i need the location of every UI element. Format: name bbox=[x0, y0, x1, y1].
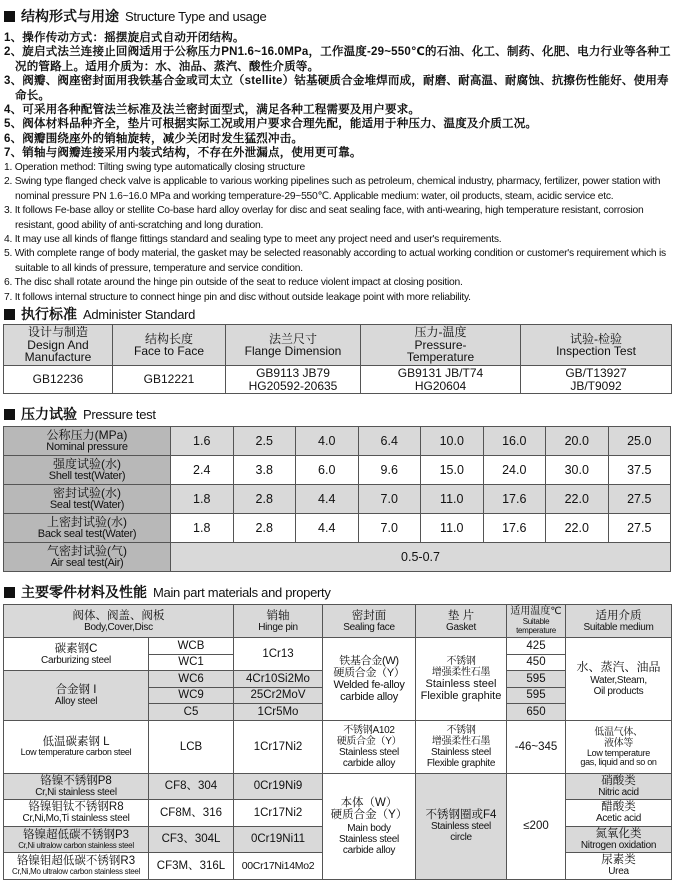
header-medium: 适用介质 Suitable medium bbox=[566, 605, 672, 638]
pressure-row bbox=[4, 514, 671, 543]
pressure-value: 4.4 bbox=[296, 485, 359, 514]
list-item: 1. Operation method: Tilting swing type automatically closing structure bbox=[4, 162, 306, 173]
hinge-cell: 00Cr17Ni14Mo2 bbox=[234, 853, 323, 880]
heading-zh: 执行标准 bbox=[21, 306, 77, 322]
standard-value-cell: GB12236 bbox=[4, 366, 113, 394]
header-cell: 压力-温度 Pressure- Temperature bbox=[361, 325, 521, 366]
pressure-value: 27.5 bbox=[608, 514, 671, 543]
gasket-cell: 不锈钢 增强柔性石墨 Stainless steel Flexible graphite bbox=[416, 638, 507, 721]
heading-zh: 压力试验 bbox=[21, 406, 77, 422]
pressure-value: 6.0 bbox=[296, 456, 359, 485]
heading-en: Main part materials and property bbox=[153, 584, 331, 600]
row-label: 上密封试验(水) Back seal test(Water) bbox=[4, 514, 171, 543]
standard-table bbox=[3, 324, 672, 394]
pressure-value: 2.4 bbox=[171, 456, 234, 485]
pressure-value: 22.0 bbox=[546, 514, 609, 543]
pressure-value: 0.5-0.7 bbox=[171, 543, 671, 572]
heading-zh: 结构形式与用途 bbox=[21, 8, 119, 24]
list-item: 5. With complete range of body material, the gasket may be selected reasonably according to actual working condition or customer's requirement which is suitable to all kinds of pressure, temperature and service condition. bbox=[4, 248, 666, 274]
header-seal: 密封面 Sealing face bbox=[323, 605, 416, 638]
material-carbon: 碳素钢C Carburizing steel bbox=[4, 638, 149, 671]
standard-value-cell: GB9113 JB79 HG20592-20635 bbox=[226, 366, 361, 394]
list-item: 4、可采用各种配管法兰标准及法兰密封面型式，满足各种工程需要及用户要求。 bbox=[4, 104, 421, 117]
pressure-value: 1.8 bbox=[171, 514, 234, 543]
list-item: 6. The disc shall rotate around the hinge pin outside of the seat to reduce violent impact at closing position. bbox=[4, 277, 463, 289]
pressure-value: 37.5 bbox=[608, 456, 671, 485]
pressure-value: 1.6 bbox=[171, 427, 234, 456]
pressure-value: 11.0 bbox=[421, 514, 484, 543]
material-cell: 铬镍不锈钢P8 Cr,Ni stainless steel bbox=[4, 773, 149, 800]
header-hinge: 销轴 Hinge pin bbox=[234, 605, 323, 638]
hinge-cell: 0Cr19Ni9 bbox=[234, 773, 323, 800]
pressure-value: 3.8 bbox=[233, 456, 296, 485]
grade-cell: CF3M、316L bbox=[149, 853, 234, 880]
square-bullet-icon bbox=[4, 11, 15, 22]
materials-table bbox=[3, 604, 672, 880]
table-header-row bbox=[4, 605, 672, 638]
seal-cell: 铁基合金(W) 硬质合金（Y） Welded fe-alloy carbide alloy bbox=[323, 638, 416, 721]
pressure-value: 9.6 bbox=[358, 456, 421, 485]
grade-cell: LCB bbox=[149, 720, 234, 773]
pressure-value: 2.8 bbox=[233, 514, 296, 543]
material-cell: 铬镍超低碳不锈钢P3 Cr,Ni ultralow carbon stainless steel bbox=[4, 826, 149, 853]
heading-en: Pressure test bbox=[83, 406, 156, 422]
header-gasket: 垫 片 Gasket bbox=[416, 605, 507, 638]
standard-value-cell: GB9131 JB/T74 HG20604 bbox=[361, 366, 521, 394]
standard-value-cell: GB12221 bbox=[113, 366, 226, 394]
temp-cell: ≤200 bbox=[507, 773, 566, 879]
square-bullet-icon bbox=[4, 309, 15, 320]
table-row bbox=[4, 638, 672, 655]
list-item: 2. Swing type flanged check valve is applicable to various working pipelines such as petroleum, chemical industry, pharmacy, fertilizer, power station with nominal pressure PN 1.6~16.0 MPa and working temperature-29~550℃. Applicable medium: water, oil products, steam, acidic service etc. bbox=[4, 176, 661, 202]
material-cell: 铬镍钼超低碳不锈钢R3 Cr,Ni,Mo ultralow carbon stainless steel bbox=[4, 853, 149, 880]
hinge-cell: 1Cr17Ni2 bbox=[234, 720, 323, 773]
pressure-value: 7.0 bbox=[358, 485, 421, 514]
pressure-value: 1.8 bbox=[171, 485, 234, 514]
medium-cell: 水、蒸汽、油品 Water,Steam, Oil products bbox=[566, 638, 672, 721]
table-row bbox=[4, 720, 672, 773]
header-temp: 适用温度℃ Suitable temperature bbox=[507, 605, 566, 638]
medium-cell: 尿素类 Urea bbox=[566, 853, 672, 880]
pressure-value: 7.0 bbox=[358, 514, 421, 543]
pressure-value: 17.6 bbox=[483, 514, 546, 543]
pressure-value: 15.0 bbox=[421, 456, 484, 485]
material-cell: 铬镍钼钛不锈钢R8 Cr,Ni,Mo,Ti stainless steel bbox=[4, 800, 149, 827]
section-heading-structure bbox=[4, 6, 266, 26]
temp-cell: 595 bbox=[507, 687, 566, 704]
medium-cell: 醋酸类 Acetic acid bbox=[566, 800, 672, 827]
grade-cell: CF8、304 bbox=[149, 773, 234, 800]
medium-cell: 硝酸类 Nitric acid bbox=[566, 773, 672, 800]
grade-cell: WC1 bbox=[149, 654, 234, 671]
grade-cell: WCB bbox=[149, 638, 234, 655]
pressure-value: 11.0 bbox=[421, 485, 484, 514]
grade-cell: WC9 bbox=[149, 687, 234, 704]
material-alloy: 合金钢 I Alloy steel bbox=[4, 671, 149, 721]
heading-en: Administer Standard bbox=[83, 306, 196, 322]
temp-cell: 595 bbox=[507, 671, 566, 688]
list-item: 6、阀瓣围绕座外的销轴旋转，减少关闭时发生猛烈冲击。 bbox=[4, 132, 304, 145]
header-body: 阀体、阀盖、阀板 Body,Cover,Disc bbox=[4, 605, 234, 638]
header-cell: 设计与制造 Design And Manufacture bbox=[4, 325, 113, 366]
list-item: 7、销轴与阀瓣连接采用内装式结构，不存在外泄漏点，使用更可靠。 bbox=[4, 147, 362, 160]
table-row bbox=[4, 773, 672, 800]
list-item: 3. It follows Fe-base alloy or stellite Co-base hard alloy overlay for disc and seat sealing face, with anti-wearing, high temperature resistant, corrosion resistant, good ability of anti-scratching and long duration. bbox=[4, 205, 644, 231]
hinge-cell: 0Cr19Ni11 bbox=[234, 826, 323, 853]
pressure-value: 10.0 bbox=[421, 427, 484, 456]
hinge-cell: 1Cr5Mo bbox=[234, 704, 323, 721]
medium-cell: 氮氧化类 Nitrogen oxidation bbox=[566, 826, 672, 853]
pressure-value: 25.0 bbox=[608, 427, 671, 456]
temp-cell: 450 bbox=[507, 654, 566, 671]
gasket-cell: 不锈钢 增强柔性石墨 Stainless steel Flexible graphite bbox=[416, 720, 507, 773]
header-cell: 试验-检验 Inspection Test bbox=[521, 325, 672, 366]
temp-cell: 425 bbox=[507, 638, 566, 655]
temp-cell: 650 bbox=[507, 704, 566, 721]
section-heading-standard bbox=[4, 304, 195, 324]
usage-list-en bbox=[4, 161, 672, 305]
pressure-value: 4.4 bbox=[296, 514, 359, 543]
standard-value-cell: GB/T13927 JB/T9092 bbox=[521, 366, 672, 394]
hinge-cell: 4Cr10Si2Mo bbox=[234, 671, 323, 688]
heading-zh: 主要零件材料及性能 bbox=[21, 584, 147, 600]
pressure-value: 16.0 bbox=[483, 427, 546, 456]
temp-cell: -46~345 bbox=[507, 720, 566, 773]
medium-cell: 低温气体、 液体等 Low temperature gas, liquid and so on bbox=[566, 720, 672, 773]
seal-cell: 本体（W） 硬质合金（Y） Main body Stainless steel carbide alloy bbox=[323, 773, 416, 879]
usage-list-zh bbox=[4, 31, 672, 161]
header-cell: 法兰尺寸 Flange Dimension bbox=[226, 325, 361, 366]
header-cell: 结构长度 Face to Face bbox=[113, 325, 226, 366]
grade-cell: C5 bbox=[149, 704, 234, 721]
heading-en: Structure Type and usage bbox=[125, 8, 267, 24]
gasket-cell: 不锈钢圈或F4 Stainless steel circle bbox=[416, 773, 507, 879]
pressure-value: 2.8 bbox=[233, 485, 296, 514]
row-label: 强度试验(水) Shell test(Water) bbox=[4, 456, 171, 485]
pressure-value: 22.0 bbox=[546, 485, 609, 514]
pressure-row bbox=[4, 485, 671, 514]
pressure-value: 4.0 bbox=[296, 427, 359, 456]
seal-cell: 不锈钢A102 硬质合金（Y） Stainless steel carbide alloy bbox=[323, 720, 416, 773]
pressure-value: 30.0 bbox=[546, 456, 609, 485]
section-heading-materials bbox=[4, 582, 331, 602]
pressure-row bbox=[4, 543, 671, 572]
row-label: 气密封试验(气) Air seal test(Air) bbox=[4, 543, 171, 572]
grade-cell: CF3、304L bbox=[149, 826, 234, 853]
list-item: 2、旋启式法兰连接止回阀适用于公称压力PN1.6~16.0MPa，工作温度-29~550℃的石油、化工、制药、化肥、电力行业等各种工况的管路上。适用介质为：水、油品、蒸汽、酸性介质等。 bbox=[4, 46, 671, 73]
pressure-row bbox=[4, 456, 671, 485]
pressure-value: 2.5 bbox=[233, 427, 296, 456]
row-label: 密封试验(水) Seal test(Water) bbox=[4, 485, 171, 514]
hinge-cell: 1Cr13 bbox=[234, 638, 323, 671]
list-item: 3、阀瓣、阀座密封面用我铁基合金或司太立（stellite）钴基硬质合金堆焊而成，耐磨、耐高温、耐腐蚀、抗擦伤性能好、使用寿命长。 bbox=[4, 75, 669, 102]
hinge-cell: 25Cr2MoV bbox=[234, 687, 323, 704]
pressure-value: 17.6 bbox=[483, 485, 546, 514]
pressure-table bbox=[3, 426, 671, 572]
pressure-value: 20.0 bbox=[546, 427, 609, 456]
section-heading-pressure bbox=[4, 404, 156, 424]
list-item: 5、阀体材料品种齐全，垫片可根据实际工况或用户要求合理先配，能适用于种压力、温度及介质工况。 bbox=[4, 118, 538, 131]
pressure-value: 24.0 bbox=[483, 456, 546, 485]
square-bullet-icon bbox=[4, 409, 15, 420]
hinge-cell: 1Cr17Ni2 bbox=[234, 800, 323, 827]
material-lowtemp: 低温碳素钢 L Low temperature carbon steel bbox=[4, 720, 149, 773]
square-bullet-icon bbox=[4, 587, 15, 598]
list-item: 4. It may use all kinds of flange fittings standard and sealing type to meet any project need and user's requirements. bbox=[4, 234, 502, 246]
grade-cell: WC6 bbox=[149, 671, 234, 688]
list-item: 1、操作传动方式：摇摆旋启式自动开闭结构。 bbox=[4, 32, 245, 44]
pressure-row bbox=[4, 427, 671, 456]
pressure-value: 27.5 bbox=[608, 485, 671, 514]
pressure-value: 6.4 bbox=[358, 427, 421, 456]
row-label: 公称压力(MPa) Nominal pressure bbox=[4, 427, 171, 456]
list-item: 7. It follows internal structure to connect hinge pin and disc without outside leakage point with more reliability. bbox=[4, 291, 471, 303]
grade-cell: CF8M、316 bbox=[149, 800, 234, 827]
